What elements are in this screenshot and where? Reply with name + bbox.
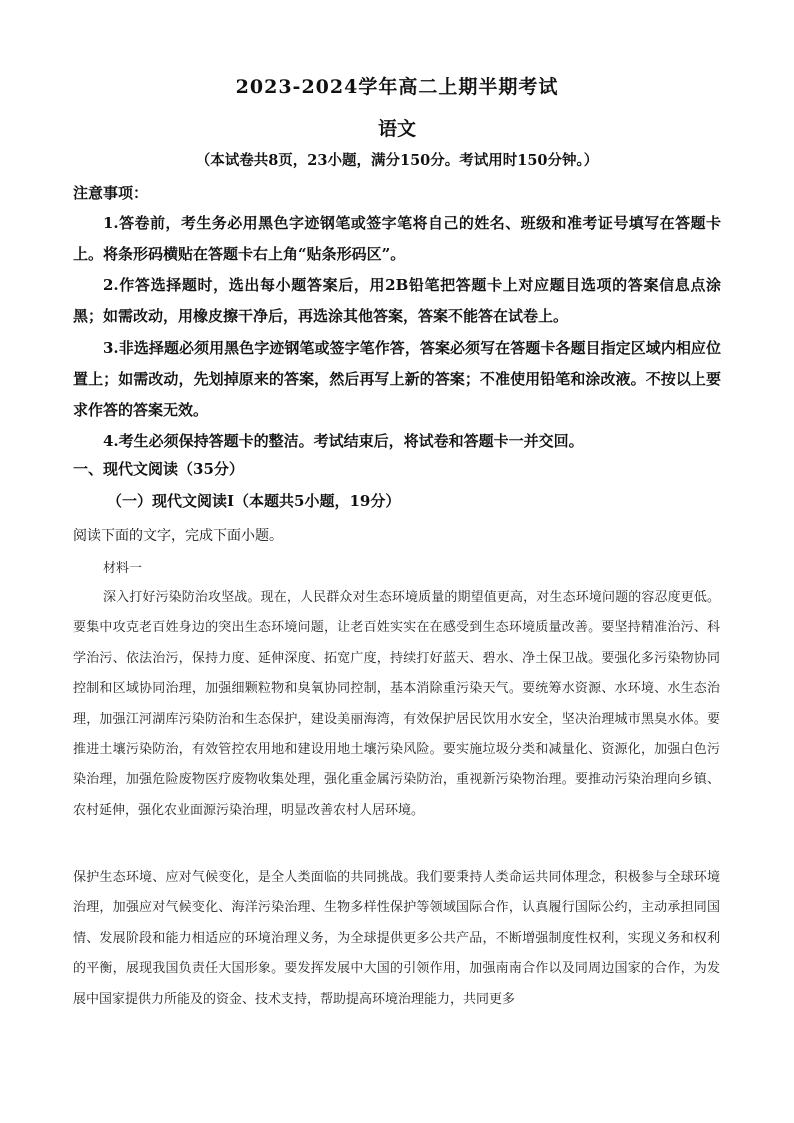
notice-item-3: 3.非选择题必须用黑色字迹钢笔或签字笔作答，答案必须写在答题卡各题目指定区域内相应位置上；如需改动，先划掉原来的答案，然后再写上新的答案；不准使用铅笔和涂改液。不按以上要求作答的答案无效。 (73, 339, 721, 419)
material-paragraph-1: 深入打好污染防治攻坚战。现在，人民群众对生态环境质量的期望值更高，对生态环境问题的容忍度更低。要集中攻克老百姓身边的突出生态环境问题，让老百姓实实在在感受到生态环境质量改善。要坚持精准治污、科学治污、依法治污，保持力度、延伸深度、拓宽广度，持续打好蓝天、碧水、净土保卫战。要强化多污染物协同控制和区域协同治理，加强细颗粒物和臭氧协同控制，基本消除重污染天气。要统筹水资源、水环境、水生态治理，加强江河湖库污染防治和生态保护，建设美丽海湾，有效保护居民饮用水安全，坚决治理城市黑臭水体。要推进土壤污染防治，有效管控农用地和建设用地土壤污染风险。要实施垃圾分类和减量化、资源化，加强白色污染治理，加强危险废物医疗废物收集处理，强化重金属污染防治，重视新污染物治理。要推动污染治理向乡镇、农村延伸，强化农业面源污染治理，明显改善农村人居环境。 (73, 590, 720, 818)
notice-item-4: 4.考生必须保持答题卡的整洁。考试结束后，将试卷和答题卡一并交回。 (103, 432, 584, 450)
material-paragraph-2: 保护生态环境、应对气候变化，是全人类面临的共同挑战。我们要秉持人类命运共同体理念，积极参与全球环境治理，加强应对气候变化、海洋污染治理、生物多样性保护等领域国际合作，认真履行国际公约，主动承担同国情、发展阶段和能力相适应的环境治理义务，为全球提供更多公共产品，不断增强制度性权利，实现义务和权利的平衡，展现我国负责任大国形象。要发挥发展中大国的引领作用，加强南南合作以及同周边国家的合作，为发展中国家提供力所能及的资金、技术支持，帮助提高环境治理能力，共同更多 (73, 870, 720, 1007)
section-heading: 一、现代文阅读（35分） (73, 460, 244, 478)
material-label: 材料一 (103, 561, 143, 576)
notice-heading: 注意事项： (73, 184, 149, 202)
reading-instruction: 阅读下面的文字，完成下面小题。 (73, 528, 283, 544)
notice-item-2: 2.作答选择题时，选出每小题答案后，用2B铅笔把答题卡上对应题目选项的答案信息点涂黑；如需改动，用橡皮擦干净后，再选涂其他答案，答案不能答在试卷上。 (73, 276, 721, 325)
notice-item-1: 1.答卷前，考生务必用黑色字迹钢笔或签字笔将自己的姓名、班级和准考证号填写在答题卡上。将条形码横贴在答题卡右上角“贴条形码区”。 (73, 214, 721, 263)
exam-info: （本试卷共8页，23小题，满分150分。考试用时150分钟。） (195, 152, 599, 169)
subject-title: 语文 (377, 118, 416, 140)
exam-title: 2023-2024学年高二上期半期考试 (235, 76, 559, 98)
subsection-heading: （一）现代文阅读Ⅰ（本题共5小题，19分） (107, 492, 401, 510)
